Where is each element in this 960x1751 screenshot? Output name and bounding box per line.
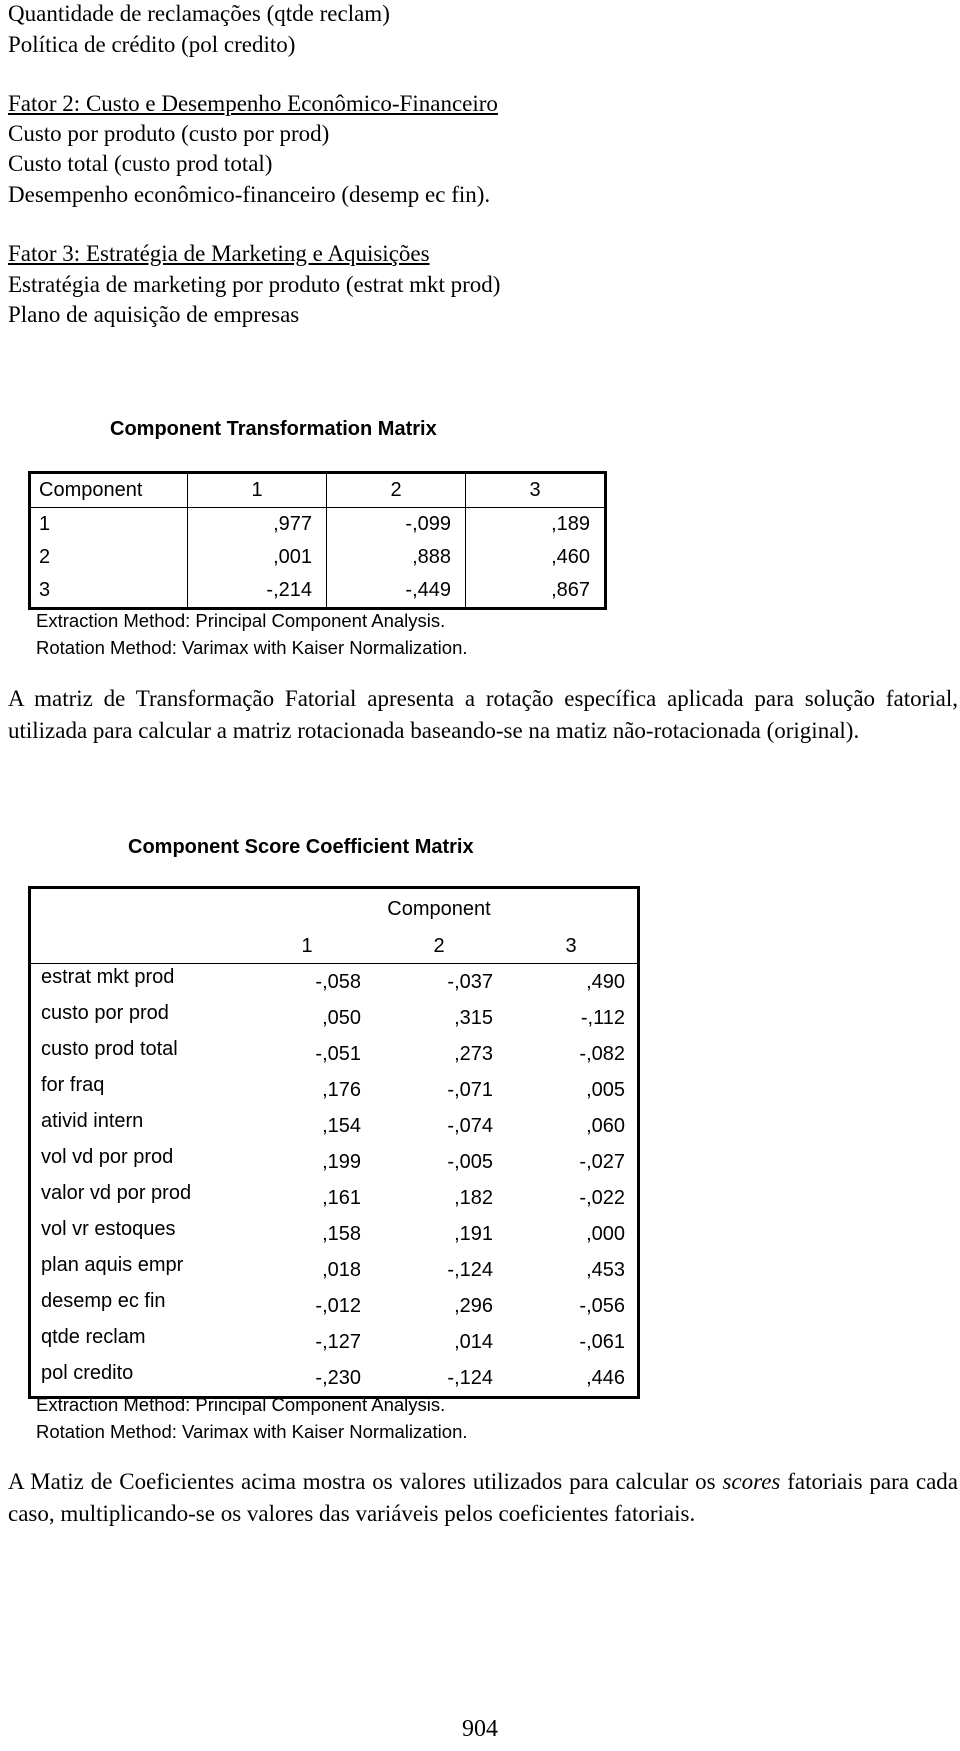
table-cell: ,296	[454, 1294, 493, 1317]
table-cell: -,061	[579, 1330, 625, 1353]
table-cell: ,867	[466, 574, 606, 609]
table-cell: -,037	[373, 964, 505, 1001]
table-cell: -,449	[327, 574, 466, 609]
row-label: qtde reclam	[41, 1326, 146, 1348]
row-label: for fraq	[41, 1074, 105, 1096]
factor-3-heading: Fator 3: Estratégia de Marketing e Aquisições	[8, 241, 430, 266]
table-cell: -,082	[579, 1042, 625, 1065]
table-cell: ,018	[322, 1258, 361, 1281]
component-label: Component	[387, 897, 491, 920]
intro-line: Estratégia de marketing por produto (estrat mkt prod)	[8, 272, 501, 297]
table-cell: ,158	[322, 1222, 361, 1245]
row-label: 2	[39, 546, 51, 568]
table-cell: ,000	[586, 1222, 625, 1245]
table-cell: ,182	[454, 1186, 493, 1209]
table-cell: ,315	[454, 1006, 493, 1029]
row-label: estrat mkt prod	[41, 966, 175, 988]
table-row	[30, 1144, 639, 1180]
table-cell: ,060	[586, 1114, 625, 1137]
intro-line: Plano de aquisição de empresas	[8, 302, 300, 327]
table-cell: ,050	[322, 1006, 361, 1029]
table-row	[30, 1252, 639, 1288]
table-footnote: Extraction Method: Principal Component Analysis.	[36, 610, 446, 631]
header-cell: 1	[188, 473, 327, 508]
component-header-row	[30, 888, 639, 930]
table-footnote: Rotation Method: Varimax with Kaiser Normalization.	[36, 637, 468, 658]
intro-line: Quantidade de reclamações (qtde reclam)	[8, 1, 390, 26]
factor-2-heading: Fator 2: Custo e Desempenho Econômico-Financeiro	[8, 91, 498, 116]
table-cell: -,124	[447, 1366, 493, 1389]
intro-line: Custo total (custo prod total)	[8, 151, 273, 176]
table-cell: -,124	[447, 1258, 493, 1281]
table-row	[30, 1360, 639, 1398]
table-cell: ,490	[505, 964, 639, 1001]
paragraph-text: A Matiz de Coeficientes acima mostra os valores utilizados para calcular os	[8, 1469, 723, 1494]
paragraph-coefficients	[8, 1466, 958, 1530]
table-cell: ,977	[188, 508, 327, 542]
table-row	[30, 574, 606, 609]
row-label: vol vr estoques	[41, 1218, 176, 1240]
table-cell: ,199	[322, 1150, 361, 1173]
table-cell: -,005	[447, 1150, 493, 1173]
row-label: desemp ec fin	[41, 1290, 166, 1312]
transformation-title: Component Transformation Matrix	[110, 418, 437, 440]
header-cell: 2	[327, 473, 466, 508]
intro-line: Desempenho econômico-financeiro (desemp ec fin).	[8, 182, 491, 207]
row-label: custo prod total	[41, 1038, 178, 1060]
row-label: plan aquis empr	[41, 1254, 184, 1276]
table-row	[30, 1180, 639, 1216]
table-cell: ,014	[454, 1330, 493, 1353]
row-label: 1	[39, 513, 51, 535]
row-label: ativid intern	[41, 1110, 144, 1132]
table-cell: ,888	[327, 541, 466, 574]
table-row	[30, 541, 606, 574]
table-row	[30, 508, 606, 542]
score-table	[28, 886, 640, 1399]
table-cell: -,214	[188, 574, 327, 609]
italic-term: scores	[722, 1469, 781, 1494]
table-cell: -,022	[579, 1186, 625, 1209]
table-row	[30, 964, 639, 1001]
table-cell: ,191	[454, 1222, 493, 1245]
table-cell: -,027	[579, 1150, 625, 1173]
paragraph-text: fatoriais para cada caso, multiplicando-se os valores das variáveis pelos coeficientes fatoriais.	[8, 1469, 958, 1526]
intro-line: Política de crédito (pol credito)	[8, 32, 296, 57]
table-cell: -,127	[315, 1330, 361, 1353]
table-row	[30, 1036, 639, 1072]
table-cell: ,453	[586, 1258, 625, 1281]
row-label: pol credito	[41, 1362, 134, 1384]
row-label: 3	[39, 579, 51, 601]
table-cell: -,099	[327, 508, 466, 542]
table-cell: ,189	[466, 508, 606, 542]
score-title: Component Score Coefficient Matrix	[128, 836, 474, 858]
intro-line: Custo por produto (custo por prod)	[8, 121, 330, 146]
table-cell: ,176	[322, 1078, 361, 1101]
table-cell: -,051	[315, 1042, 361, 1065]
header-cell: 2	[433, 934, 445, 957]
table-cell: -,012	[315, 1294, 361, 1317]
table-row	[30, 1000, 639, 1036]
table-header-row	[30, 473, 606, 508]
header-cell: 1	[301, 934, 313, 957]
table-cell: -,056	[579, 1294, 625, 1317]
table-cell: ,005	[586, 1078, 625, 1101]
table-row	[30, 1072, 639, 1108]
table-cell: ,001	[188, 541, 327, 574]
row-label: vol vd por prod	[41, 1146, 174, 1168]
table-cell: -,112	[580, 1006, 625, 1029]
table-cell: -,058	[241, 964, 373, 1001]
table-footnote: Extraction Method: Principal Component Analysis.	[36, 1394, 446, 1415]
table-row	[30, 1108, 639, 1144]
table-row	[30, 1216, 639, 1252]
table-cell: -,074	[447, 1114, 493, 1137]
table-cell: ,273	[454, 1042, 493, 1065]
table-cell: -,071	[447, 1078, 493, 1101]
table-cell: -,230	[315, 1366, 361, 1389]
corner-cell	[30, 888, 242, 964]
header-cell: 3	[565, 934, 577, 957]
header-cell: 3	[466, 473, 606, 508]
row-label: custo por prod	[41, 1002, 169, 1024]
page-number: 904	[462, 1716, 498, 1742]
table-cell: ,446	[586, 1366, 625, 1389]
paragraph-transformation: A matriz de Transformação Fatorial apresenta a rotação específica aplicada para solução fatorial, utilizada para calcular a matriz rotacionada baseando-se na matiz não-rotacionada (original).	[8, 686, 958, 743]
table-cell: ,161	[322, 1186, 361, 1209]
table-cell: ,460	[466, 541, 606, 574]
table-row	[30, 1324, 639, 1360]
table-cell: ,154	[322, 1114, 361, 1137]
table-footnote: Rotation Method: Varimax with Kaiser Normalization.	[36, 1421, 468, 1442]
transformation-table	[28, 471, 607, 610]
header-cell: Component	[30, 473, 188, 508]
table-row	[30, 1288, 639, 1324]
row-label: valor vd por prod	[41, 1182, 192, 1204]
